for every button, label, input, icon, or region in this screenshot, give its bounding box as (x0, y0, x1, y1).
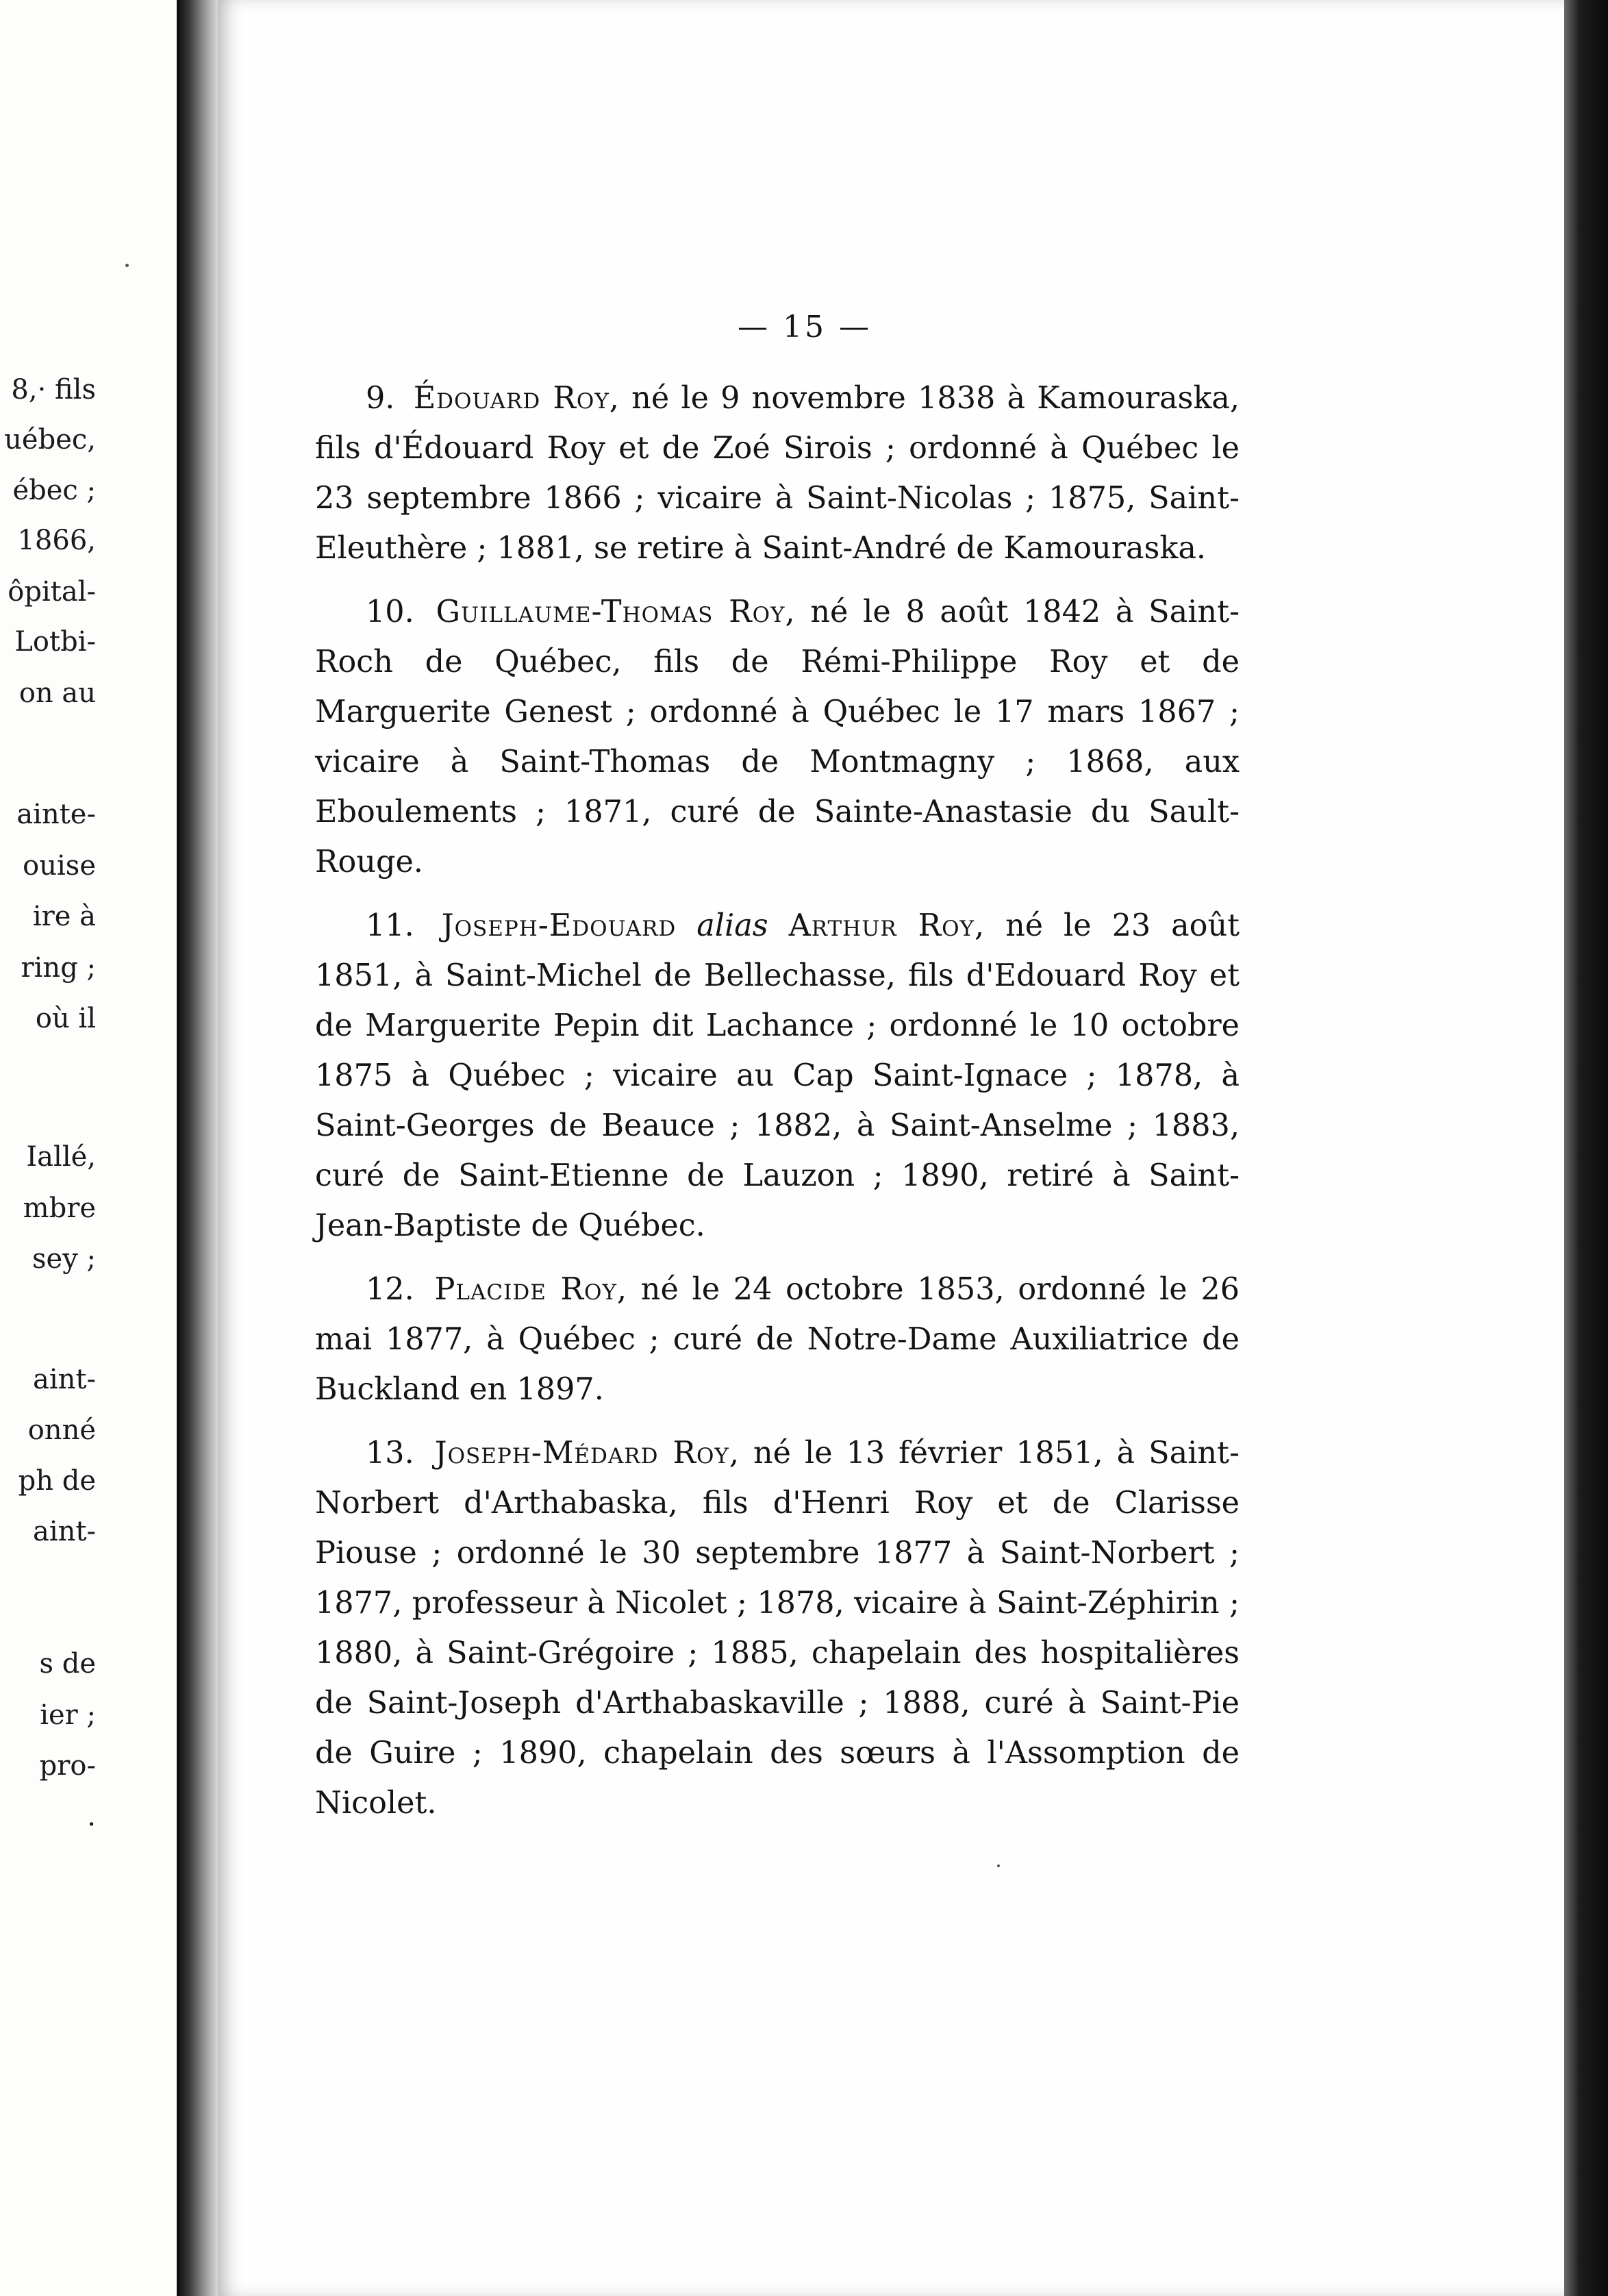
entry-name: Joseph-Edouard (441, 908, 677, 943)
entry-name: Édouard Roy, (413, 381, 620, 416)
facing-page-line: pro- (39, 1750, 96, 1782)
entry-text: né le 23 août 1851, à Saint-Michel de Bellechasse, fils d'Edouard Roy et de Marguerite Pepin dit Lachance ; ordonné le 10 octobre 1875 à Québec ; vicaire au Cap Saint-Ignace ; 1878, à Saint-Georges de Beauce ; 1882, à Saint-Anselme ; 1883, curé de Saint-Etienne de Lauzon ; 1890, retiré à Saint-Jean-Baptiste de Québec. (315, 908, 1240, 1243)
facing-page-line: mbre (23, 1193, 96, 1224)
entry-9 (315, 373, 1240, 573)
facing-page (0, 0, 177, 2296)
entry-alias: alias (696, 908, 768, 943)
facing-page-line: Lotbi- (14, 626, 96, 658)
entry-text: né le 13 février 1851, à Saint-Norbert d'Arthabaska, fils d'Henri Roy et de Clarisse Piouse ; ordonné le 30 septembre 1877 à Saint-Norbert ; 1877, professeur à Nicolet ; 1878, vicaire à Saint-Zéphirin ; 1880, à Saint-Grégoire ; 1885, chapelain des hospitalières de Saint-Joseph d'Arthabaskaville ; 1888, curé à Saint-Pie de Guire ; 1890, chapelain des sœurs à l'Assomption de Nicolet. (315, 1436, 1240, 1821)
facing-page-line: ébec ; (12, 475, 96, 506)
entry-text: né le 24 octobre 1853, ordonné le 26 mai 1877, à Québec ; curé de Notre-Dame Auxiliatrice de Buckland en 1897. (315, 1272, 1240, 1407)
facing-page-line: ph de (18, 1465, 96, 1497)
entry-13 (315, 1428, 1240, 1828)
entry-name: Guillaume-Thomas Roy, (436, 595, 796, 629)
entry-number: 10. (366, 595, 414, 629)
facing-page-line: aint- (33, 1516, 96, 1547)
entry-number: 11. (366, 908, 414, 943)
facing-page-line: ire à (32, 901, 96, 932)
entry-number: 12. (366, 1272, 414, 1307)
facing-page-line: 8,· fils (11, 374, 96, 405)
entry-text: né le 8 août 1842 à Saint-Roch de Québec, fils de Rémi-Philippe Roy et de Marguerite Genest ; ordonné à Québec le 17 mars 1867 ; vicaire à Saint-Thomas de Montmagny ; 1868, aux Eboulements ; 1871, curé de Sainte-Anastasie du Sault-Rouge. (315, 595, 1240, 879)
facing-page-line: ring ; (21, 952, 96, 984)
entry-name: Placide Roy, (434, 1272, 628, 1307)
entry-number: 13. (366, 1436, 414, 1471)
speck (125, 264, 129, 267)
facing-page-line: sey ; (32, 1243, 96, 1275)
facing-page-line: aint- (33, 1364, 96, 1395)
facing-page-line: on au (18, 677, 96, 709)
entry-number: 9. (366, 381, 395, 416)
facing-page-line: où il (35, 1003, 96, 1034)
biography-entries (315, 373, 1240, 1842)
page-edge (1564, 0, 1608, 2296)
facing-page-line: ainte- (16, 799, 96, 830)
entry-11 (315, 901, 1240, 1251)
facing-page-line: uébec, (4, 424, 96, 456)
entry-name-alias: Arthur Roy, (788, 908, 985, 943)
facing-page-line: Iallé, (26, 1141, 96, 1173)
facing-page-line: s de (39, 1648, 96, 1680)
facing-page-line: ouise (23, 850, 96, 882)
facing-page-line: ôpital- (8, 576, 96, 608)
entry-name: Joseph-Médard Roy, (434, 1436, 740, 1471)
book-gutter (177, 0, 218, 2296)
entry-12 (315, 1264, 1240, 1414)
facing-page-line: onné (27, 1414, 96, 1446)
entry-10 (315, 587, 1240, 887)
facing-page-line: 1866, (17, 525, 96, 556)
entry-text: né le 9 novembre 1838 à Kamouraska, fils d'Édouard Roy et de Zoé Sirois ; ordonné à Québec le 23 septembre 1866 ; vicaire à Saint-Nicolas ; 1875, Saint-Eleuthère ; 1881, se retire à Saint-André de Kamouraska. (315, 381, 1240, 566)
facing-page-line: . (87, 1801, 96, 1832)
speck (997, 1864, 1000, 1867)
facing-page-line: ier ; (40, 1699, 96, 1731)
page-number: — 15 — (738, 310, 872, 345)
